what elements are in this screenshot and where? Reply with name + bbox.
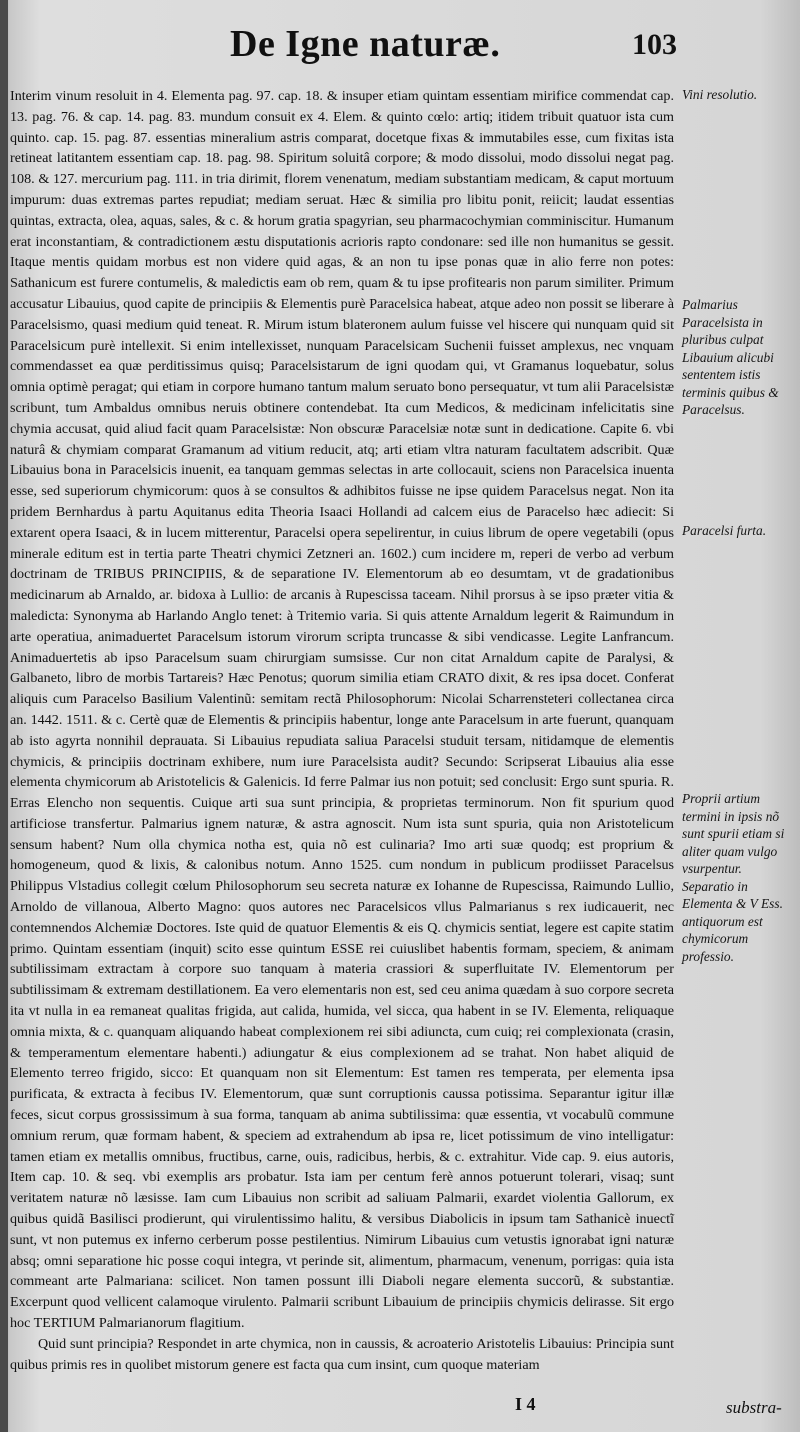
page-gutter-shadow (0, 0, 8, 1432)
margin-note-paracelsi-furta: Paracelsi furta. (682, 523, 767, 538)
paragraph: Quid sunt principia? Respondet in arte chymica, non in caussis, & acroaterio Aristotelis Libauius: Principia sunt quibus primis res in quolibet mistorum genere est facta qua cum insint, cum quoque materiam (10, 1335, 674, 1373)
margin-note-palmarius: Palmarius Paracelsista in pluribus culpat Libauium alicubi sententem istis terminis quibus & Paracelsus. (682, 297, 779, 417)
margin-note-proprii-termini: Proprii artium termini in ipsis nõ sunt spurii etiam si aliter quam vulgo vsurpentur. Separatio in Elementa & V Ess. antiquorum est chymicorum professio. (682, 791, 785, 964)
paragraph: Interim vinum resoluit in 4. Elementa pag. 97. cap. 18. & insuper etiam quintam essentiam mirifice commendat cap. 13. pag. 76. & cap. 14. pag. 83. mundum consuit ex 4. Elem. & quinto cœlo: artiq; itidem tribuit quatuor ista cum quinto. cap. 15. pag. 87. essentias mineralium astris comparat, docetque fixas & immutabiles esse, cum fixitas ista retineat latitantem essentiam cap. 18. pag. 98. Spiritum soluitâ corpore; & modo dissolui, modo dissolui negat pag. 108. & 127. mercurium pag. 111. in tria dirimit, florem venenatum, mediam substantiam medicam, & caput mortuum impurum: duas extremas partes repudiat; mediam seruat. Hæc & similia pro libitu ponit, reiicit; laudat essentias quintas, extracta, olea, aquas, sales, & c. & horum gratia spagyrian, seu pharmacochymian comminiscitur. Humanum erat inconstantiam, & contradictionem æstu disputationis acrioris rapto condonare: sed ille non humanitus se gessit. Itaque mentis quidam morbus est non videre quid agas, & an non tu ipse ponas quæ in alio ferre non potes: Sathanicum est furere contumelis, & maledictis eam ob rem, quam & tu ipse profitearis non parum similiter. Primum accusatur Libauius, quod capite de principiis & Elementis purè Paracelsica habeat, atque adeo non possit se liberare à Paracelsismo, quasi medium quid teneat. R. Mirum istum blateronem aulum fuisse vel hiscere qui nunquam quid sit Paracelsicum purè intellexit. Si enim intellexisset, nunquam Paracelsicam Suchenii fuisset amplexus, nec vnquam commendasset ea quæ perditissimus quisq; Paracelsistarum de igni quodam qui, vt Gramanus loquebatur, solus omnia optimè peragat; qui etiam in corpore humano tantum malum seruato bono persequatur, vt tum alii Paracelsistæ scribunt, tum Ambaldus omnibus neruis obtinere contendebat. Ita cum Medicos, & medicinam infelicitatis sine chymia accusat, quid aliud facit quam Paracelsistæ: Non obscuræ Paracelsiæ notæ sunt in dedicatione. Capite 6. vbi naturâ & chymiam comparat Gramanum ad vitium reducit, atq; arti etiam vltra naturam facultatem adscribit. Quæ Libauius bona in Paracelsicis inuenit, ea tanquam gemmas selectas in arte collocauit, sciens non Paracelsica inuenta esse, sed superiorum chymicorum: quos à se consultos & adhibitos fuisse ne ipse quidem Paracelsus negat. Non ita pridem Bernhardus à partu Aquitanus edita Theoria Isaaci Hollandi ad calcem eius de Paracelso hæc adiecit: Si extarent opera Isaaci, & in lucem mitterentur, Paracelsi opera sepelirentur, in cuius librum de opere vegetabili (opus minerale editum est in tertia parte Theatri chymici Zetzneri an. 1602.) cum incidere m, reperi de verbo ad verbum doctrinam de TRIBUS PRINCIPIIS, & de separatione IV. Elementorum ab eo desumtam, vt de gradationibus medicinarum ab Arnaldo, ar. bidoxa à Lullio: de arcanis à Rupescissa taceam. Nihil prorsus à se ipso præter vitia & maledicta: Synonyma ab Harlando Anglo tenet: à Tritemio varia. Si quis attente Arnaldum legerit & Raimundum in arte operatiua, animaduertet Paracelsum istorum virorum scripta truncasse & sibi vendicasse. Legite Lanfrancum. Animaduertetis ab ipso Paracelsum suam chirurgiam sumsisse. Cur non citat Arnaldum capite de Paralysi, & Galbaneto, libro de morbis Tartareis? Hæc Penotus; quorum similia etiam CRATO dixit, & res ipsa docet. Conferat aliquis cum Paracelso Basilium Valentinũ: semitam rectã Philosophorum: Nicolai Scharrensteteri collectanea circa an. 1442. 1511. & c. Certè quæ de Elementis & principiis habentur, longe ante Paracelsum in arte fuerunt, quanquam ab isto agyrta nonnihil deprauata. Si Libauius repudiata saliua Paracelsi studuit tersam, nitidamque de elementis chymicis, & principiis doctrinam exhibere, num iure Paracelsista audit? Secundo: Scripserat Libauius alia esse elementa chymicorum ab Aristotelicis & Galenicis. Id ferre Palmar ius non potuit; sed conclusit: Ergo sunt spuria. R. Erras Elencho non sequentis. Cuique arti sua sunt principia, & proprietas terminorum. Non fit spurium quod artificiose transfertur. Palmarius ignem naturæ, & astra agnoscit. Num ista sunt spuria, quia non Aristotelicum sensum habent? Num olla chymica notha est, quia nõ est culinaria? Imo arti suæ quodq; est proprium & homogeneum, quod & lixis, & calonibus notum. Anno 1525. cum nondum in publicum prodiisset Paracelsus Philippus Vlstadius collegit cœlum Philosophorum seu secreta naturæ ex Iohanne de Rupescissa, Raimundo Lullio, Arnoldo de villanoua, Alberto Magno: quos autores nec Paracelsicos vllus Palmarianus s rex iudicauerit, nec contemnendos Alchemiæ Doctores. Iste quid de quatuor Elementis & eis Q. chymicis sentiat, legere est capite statim primo. Quintam essentiam (inquit) scito esse quintum ESSE rei cuiuslibet habentis formam, speciem, & animam subtilissimam extractam à corpore suo tanquam à materia crassiori & superfluitate IV. Elementorum per subtilissimam & extremam destillationem. Ea vero elementaris non est, sed ceu anima quædam à suo corpore secreta ita vt nulla in ea remaneat qualitas frigida, aut calida, humida, vel sicca, qua habent in se IV. Elementa, reliquaque omnia mixta, & c. quanquam aliquando habeat complexionem rei sibi adiuncta, cum cuiq; rei complexionata (crasin, & temperamentum elementare habenti.) adiungatur & eius complexionem ad se trahat. Non habet aliquid de Elemento terreo frigido, sicco: Et quanquam non sit Elementum: Est tamen res temperata, per elementa ipsa purificata, & extracta à fecibus IV. Elementorum, quæ sunt corruptionis caussa potissima. Separantur igitur illæ feces, sicut corpus grossissimum à sua forma, tanquam ab anima subtilissima: quæ essentia, vt vocabulũ commune omnium rerum, quæ formam habent, & speciem ad extrahendum ab ipsa re, licet potissimum de vino intelligatur: tamen etiam ex metallis omnibus, fructibus, carne, ouis, radicibus, herbis, & c. extrahitur. Vide cap. 9. eius autoris, Item cap. 10. & seq. vbi exemplis ars probatur. Ista iam per centum ferè annos potuerunt tolerari, visaq; sunt veritatem naturæ nõ læsisse. Iam cum Libauius non scribit ad saliuam Palmarii, exardet violentia Gallorum, ex quibus quidã Basilisci prodierunt, qui virulentissimo halitu, & versibus Diabolicis in ipsum tam Sathanicè inuectĩ sunt, vt non putemus ex inferno cerberum posse pestilentius. Nimirum Libauius cum vetustis ignorabat igni naturæ absq; omni separatione hic posse coqui integra, vt perinde sit, alimentum, pharmacum, venenum, porrigas: quia ista commeant arte Palmariana: scilicet. Non tamen possunt illi Diaboli negare elementa succorũ, & substantiæ. Excerpunt quod vellicent calamoque virulento. Palmarii scribunt Libauium de principiis chymicis delirasse. Sit ergo hoc TERTIUM Palmarianorum flagitium. (10, 88, 674, 1332)
page-number: 103 (632, 28, 677, 61)
signature-mark: I 4 (515, 1394, 536, 1414)
body-text (10, 86, 674, 1375)
running-title: De Igne naturæ. (230, 23, 501, 65)
catchword: substra- (726, 1398, 782, 1417)
margin-note-vini-resolutio: Vini resolutio. (682, 87, 758, 102)
